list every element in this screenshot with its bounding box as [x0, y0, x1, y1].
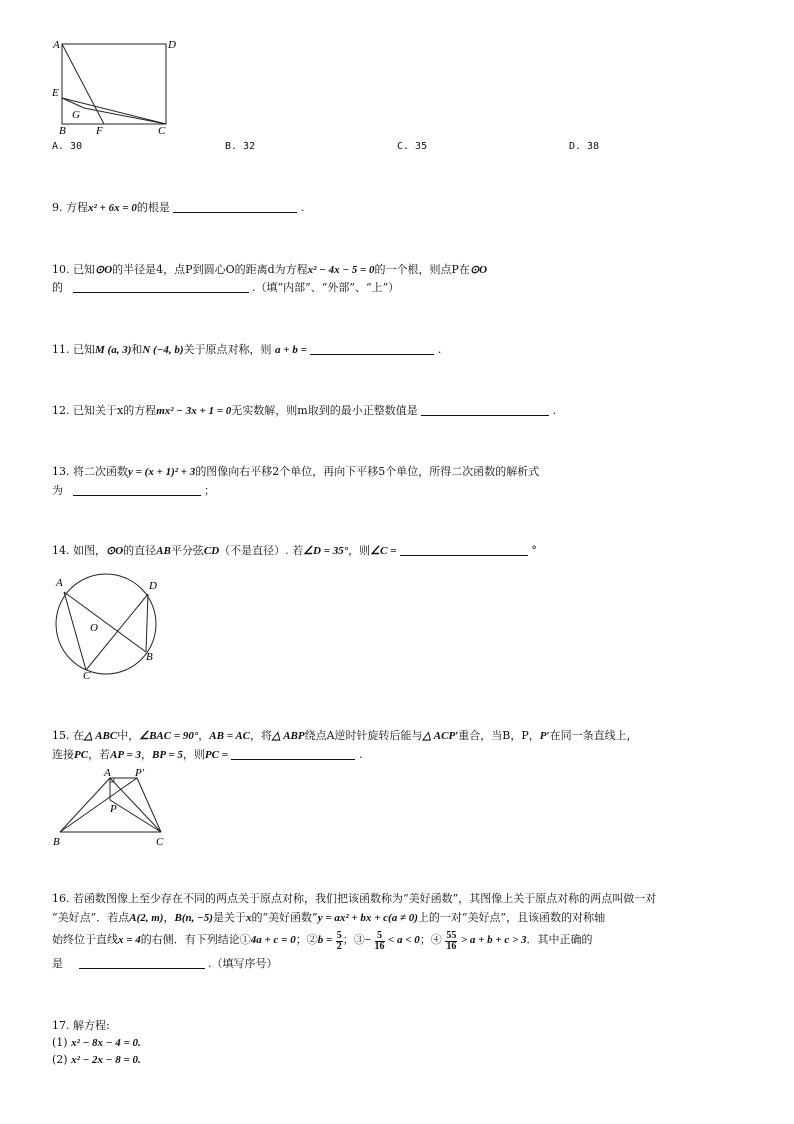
segment-af — [62, 44, 104, 124]
fraction-5-2 — [336, 931, 343, 952]
fraction-55-16 — [445, 931, 457, 952]
conclusion-3: < a < 0 — [388, 934, 420, 946]
question-text: 的右侧．有下列结论① — [140, 933, 251, 946]
option-d: D. 38 — [569, 141, 600, 152]
question-number: 16. — [52, 892, 70, 905]
function-expression: y = ax² + bx + c(a ≠ 0) — [317, 912, 418, 924]
question-text: ；③ — [342, 933, 365, 946]
question-text: .（填“内部”、“外部”、“上”） — [252, 281, 400, 294]
answer-blank[interactable] — [79, 957, 205, 969]
triangle-acp-prime: △ ACP′ — [422, 730, 459, 742]
question-17 — [52, 1018, 110, 1033]
point-a: A(2, m) — [129, 912, 164, 924]
answer-blank[interactable] — [421, 404, 549, 416]
length-ap: AP = 3 — [110, 749, 141, 761]
question-number: 11. — [52, 343, 70, 356]
label-a: A — [104, 767, 111, 779]
length-bp: BP = 5 — [151, 749, 183, 761]
question-text: 连接 — [52, 748, 74, 761]
label-a: A — [53, 39, 60, 51]
equation: x² − 2x − 8 = 0. — [71, 1054, 141, 1066]
option-a: A. 30 — [52, 141, 83, 152]
answer-blank[interactable] — [231, 748, 355, 760]
expression: a + b = — [275, 344, 307, 356]
question-17-part-2 — [52, 1052, 141, 1068]
point-b: B(n, −5) — [174, 912, 213, 924]
question-text: 的一个根，则点P在 — [374, 263, 470, 276]
side-ab — [60, 778, 110, 832]
denominator: 16 — [374, 941, 385, 952]
question-number: 10. — [52, 263, 70, 276]
equation: y = (x + 1)² + 3 — [128, 466, 196, 478]
question-text: 为 — [52, 484, 63, 497]
segment-pc: PC — [74, 749, 89, 761]
question-14 — [52, 543, 537, 559]
question-text: ，则 — [182, 748, 205, 761]
question-text: ；② — [295, 933, 318, 946]
label-d: D — [149, 580, 157, 592]
question-text: ．其中正确的 — [526, 933, 593, 946]
line-equation: x = 4 — [118, 934, 141, 946]
label-b: B — [59, 125, 66, 137]
question-text: 在 — [73, 729, 84, 742]
question-text: “美好点”．若点 — [52, 911, 130, 924]
label-p-prime: P′ — [135, 767, 145, 779]
punctuation: . — [300, 201, 305, 214]
numerator: 5 — [375, 931, 385, 942]
option-c: C. 35 — [397, 141, 428, 152]
answer-blank[interactable] — [73, 281, 249, 293]
label-b: B — [53, 836, 60, 848]
question-number: 9. — [52, 201, 63, 214]
question-text: 无实数解，则m取到的最小正整数值是 — [231, 404, 418, 417]
circle-symbol: ⊙O — [106, 545, 124, 557]
question-text: 和 — [131, 343, 143, 356]
label-c: C — [158, 125, 166, 137]
question-text: ，若 — [88, 748, 111, 761]
angle-c: ∠C = — [370, 545, 397, 557]
label-c: C — [156, 836, 164, 848]
segment-gc — [84, 108, 166, 124]
triangle-abc: △ ABC — [84, 730, 118, 742]
answer-blank[interactable] — [400, 544, 528, 556]
segment-cd: CD — [203, 545, 220, 557]
question-13-line-2 — [52, 483, 215, 498]
question-text: 已知关于x的方程 — [73, 404, 157, 417]
question-text: 解方程: — [73, 1019, 110, 1032]
figure-rectangle-abcd — [48, 36, 178, 138]
question-text: 的根是 — [136, 201, 170, 214]
option-b: B. 32 — [225, 141, 256, 152]
question-text: ，则 — [348, 544, 371, 557]
question-17-part-1 — [52, 1035, 141, 1051]
minus-sign: − — [364, 934, 372, 946]
angle-bac: ∠BAC = 90° — [139, 730, 199, 742]
punctuation: . — [437, 343, 442, 356]
question-text: ， — [163, 911, 175, 924]
conclusion-1: 4a + c = 0 — [250, 934, 296, 946]
part-label: (1) — [52, 1036, 68, 1049]
question-number: 15. — [52, 729, 70, 742]
label-o: O — [90, 622, 98, 634]
equation: mx² − 3x + 1 = 0 — [156, 405, 232, 417]
question-16-line-2 — [52, 910, 605, 926]
point-m: M (a, 3) — [95, 344, 132, 356]
label-p: P — [110, 803, 117, 815]
question-12 — [52, 403, 556, 419]
figure-triangle-abc — [48, 766, 176, 850]
answer-blank[interactable] — [173, 201, 297, 213]
question-text: 的“美好函数” — [251, 911, 318, 924]
question-text: 重合，当B，P， — [458, 729, 540, 742]
question-text: 是关于 — [212, 911, 246, 924]
label-g: G — [72, 109, 80, 121]
question-text: 在同一条直线上， — [549, 729, 638, 742]
conclusion-4: > a + b + c > 3 — [460, 934, 527, 946]
numerator: 55 — [446, 930, 457, 941]
question-10-line-2 — [52, 280, 399, 295]
question-number: 13. — [52, 465, 70, 478]
circle-o — [56, 574, 156, 674]
circle-symbol: ⊙O — [469, 264, 488, 276]
question-text: 如图， — [73, 544, 106, 557]
question-number: 14. — [52, 544, 70, 557]
denominator: 2 — [336, 941, 342, 952]
equation: x² − 4x − 5 = 0 — [307, 264, 375, 276]
numerator: 5 — [336, 930, 342, 941]
question-text: 始终位于直线 — [52, 933, 118, 946]
degree-sign: ° — [531, 544, 537, 557]
question-16 — [52, 891, 656, 906]
segment-ab: AB — [156, 545, 171, 557]
expression: PC = — [204, 749, 228, 761]
question-text: ；④ — [419, 933, 442, 946]
question-text: .（填写序号） — [208, 957, 278, 970]
question-text: ，将 — [250, 729, 272, 742]
label-a: A — [56, 577, 63, 589]
punctuation: ； — [204, 484, 215, 497]
circle-symbol: ⊙O — [95, 264, 113, 276]
question-11 — [52, 342, 441, 358]
angle-d: ∠D = 35° — [303, 545, 349, 557]
label-e: E — [52, 87, 59, 99]
point-n: N (−4, b) — [142, 344, 184, 356]
variable-x: x — [245, 912, 252, 924]
question-text: ， — [140, 748, 152, 761]
figure-circle-o — [48, 570, 178, 682]
diameter-ab — [64, 592, 146, 652]
question-text: 关于原点对称，则 — [183, 343, 272, 356]
question-9 — [52, 200, 304, 216]
punctuation: . — [358, 748, 363, 761]
question-text: 的 — [52, 281, 63, 294]
triangle-abp: △ ABP — [272, 730, 305, 742]
equal-sides: AB = AC — [209, 730, 250, 742]
question-text: 平分弦 — [170, 544, 204, 557]
question-text: 的直径 — [123, 544, 157, 557]
question-16-line-3 — [52, 931, 593, 952]
question-text: 绕点A逆时针旋转后能与 — [304, 729, 423, 742]
question-number: 17. — [52, 1019, 70, 1032]
chord-db — [146, 594, 148, 652]
question-16-line-4 — [52, 956, 278, 971]
question-text: 方程 — [66, 201, 88, 214]
label-d: D — [168, 39, 176, 51]
question-text: 已知 — [73, 343, 95, 356]
point-p-prime: P′ — [539, 730, 550, 742]
question-text: 已知 — [73, 263, 95, 276]
answer-blank[interactable] — [73, 484, 201, 496]
question-10 — [52, 262, 487, 278]
fraction-5-16 — [375, 931, 385, 952]
question-13 — [52, 464, 539, 480]
question-text: 的图像向右平移2个单位，再向下平移5个单位，所得二次函数的解析式 — [195, 465, 540, 478]
segment-bp-prime — [60, 778, 137, 832]
label-c: C — [83, 670, 91, 682]
answer-blank[interactable] — [310, 343, 434, 355]
question-text: 的半径是4，点P到圆心O的距离d为方程 — [112, 263, 308, 276]
label-b: B — [146, 651, 153, 663]
question-text: 将二次函数 — [73, 465, 128, 478]
question-number: 12. — [52, 404, 70, 417]
punctuation: . — [552, 404, 557, 417]
question-text: ， — [198, 729, 210, 742]
question-15 — [52, 728, 638, 744]
question-text: 是 — [52, 957, 63, 970]
part-label: (2) — [52, 1053, 68, 1066]
chord-ac — [64, 592, 86, 670]
denominator: 16 — [446, 941, 457, 952]
question-text: （不是直径）. 若 — [219, 544, 304, 557]
question-text: 中， — [117, 729, 140, 742]
question-15-line-2 — [52, 747, 362, 763]
question-text: 若函数图像上至少存在不同的两点关于原点对称，我们把该函数称为“美好函数”，其图像上关于原点对称的两点叫做一对 — [73, 892, 657, 905]
label-f: F — [96, 125, 103, 137]
equation: x² + 6x = 0 — [88, 202, 137, 214]
question-text: 上的一对“美好点”，且该函数的对称轴 — [417, 911, 606, 924]
equation: x² − 8x − 4 = 0. — [71, 1037, 141, 1049]
conclusion-2: b = — [317, 934, 333, 946]
